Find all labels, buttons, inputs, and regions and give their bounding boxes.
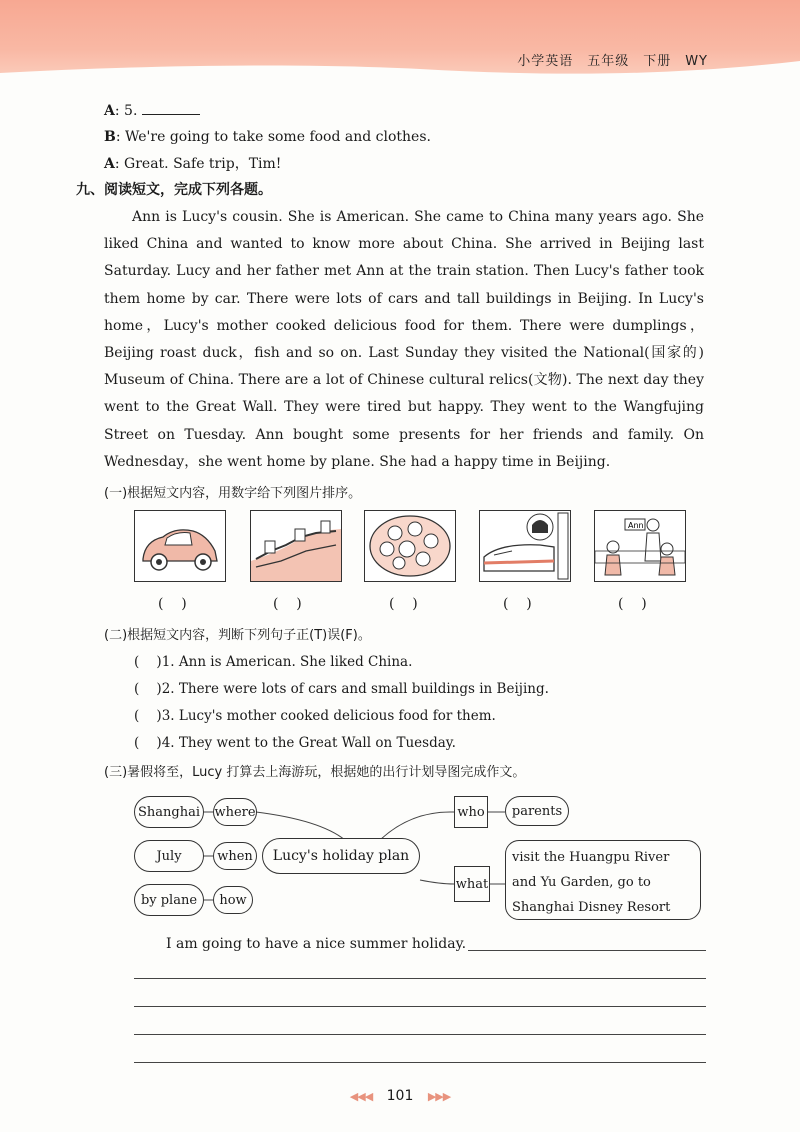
writing-line-2[interactable]: [134, 1006, 706, 1007]
what-label-node: what: [454, 866, 490, 902]
writing-line-0[interactable]: [468, 950, 706, 951]
writing-line-4[interactable]: [134, 1062, 706, 1063]
part-three-title: (三)暑假将至，Lucy 打算去上海游玩，根据她的出行计划导图完成作文。: [104, 765, 526, 780]
order-blank-4[interactable]: ( ): [503, 596, 532, 612]
ann-sign-text: Ann: [628, 521, 644, 530]
what-value-node: visit the Huangpu River and Yu Garden, go to Shanghai Disney Resort: [505, 840, 701, 920]
order-blank-5[interactable]: ( ): [618, 596, 647, 612]
tf-item-4[interactable]: ( )4. They went to the Great Wall on Tuesday.: [134, 735, 456, 751]
how-value-node: by plane: [134, 884, 204, 916]
when-value-node: July: [134, 840, 204, 872]
dialogue-line-3: A: Great. Safe trip，Tim!: [104, 156, 282, 172]
center-node: Lucy's holiday plan: [262, 838, 420, 874]
how-label-node: how: [213, 886, 253, 914]
right-arrows-icon: ▶▶▶: [427, 1090, 451, 1103]
tf-item-3[interactable]: ( )3. Lucy's mother cooked delicious food for them.: [134, 708, 496, 724]
writing-line-1[interactable]: [134, 978, 706, 979]
dialogue-line-1: A: 5.: [104, 100, 200, 121]
when-label-node: when: [213, 842, 257, 870]
composition-start: I am going to have a nice summer holiday.: [166, 936, 467, 952]
order-blank-1[interactable]: ( ): [158, 596, 187, 612]
who-value-node: parents: [505, 796, 569, 826]
tf-item-1[interactable]: ( )1. Ann is American. She liked China.: [134, 654, 413, 670]
reading-passage: Ann is Lucy's cousin. She is American. She came to China many years ago. She liked China and wanted to know more about China. She arrived in Beijing last Saturday. Lucy and her father met Ann at the train station. Then Lucy's father took them home by car. There were lots of cars and tall buildings in Beijing. In Lucy's home，Lucy's mother cooked delicious food for them. There were dumplings，Beijing roast duck，fish and so on. Last Sunday they visited the National(国家的) Museum of China. There are a lot of Chinese cultural relics(文物). The next day they went to the Great Wall. They were tired but happy. They went to the Wangfujing Street on Tuesday. Ann bought some presents for her friends and family. On Wednesday，she went home by plane. She had a happy time in Beijing.: [104, 209, 704, 470]
part-two-title: (二)根据短文内容，判断下列句子正(T)误(F)。: [104, 628, 371, 643]
dialogue-line-2: B: We're going to take some food and clothes.: [104, 129, 431, 145]
section-nine-title: 九、阅读短文，完成下列各题。: [76, 182, 272, 198]
page-number: 101: [386, 1088, 414, 1104]
tf-item-2[interactable]: ( )2. There were lots of cars and small buildings in Beijing.: [134, 681, 549, 697]
order-blank-2[interactable]: ( ): [273, 596, 302, 612]
header-label: 小学英语 五年级 下册 WY: [517, 54, 708, 69]
writing-line-3[interactable]: [134, 1034, 706, 1035]
page-footer: [0, 1088, 800, 1104]
who-label-node: who: [454, 796, 488, 828]
order-blank-3[interactable]: ( ): [389, 596, 418, 612]
where-value-node: Shanghai: [134, 796, 204, 828]
part-one-title: (一)根据短文内容，用数字给下列图片排序。: [104, 486, 362, 501]
left-arrows-icon: ◀◀◀: [349, 1090, 373, 1103]
where-label-node: where: [213, 798, 257, 826]
